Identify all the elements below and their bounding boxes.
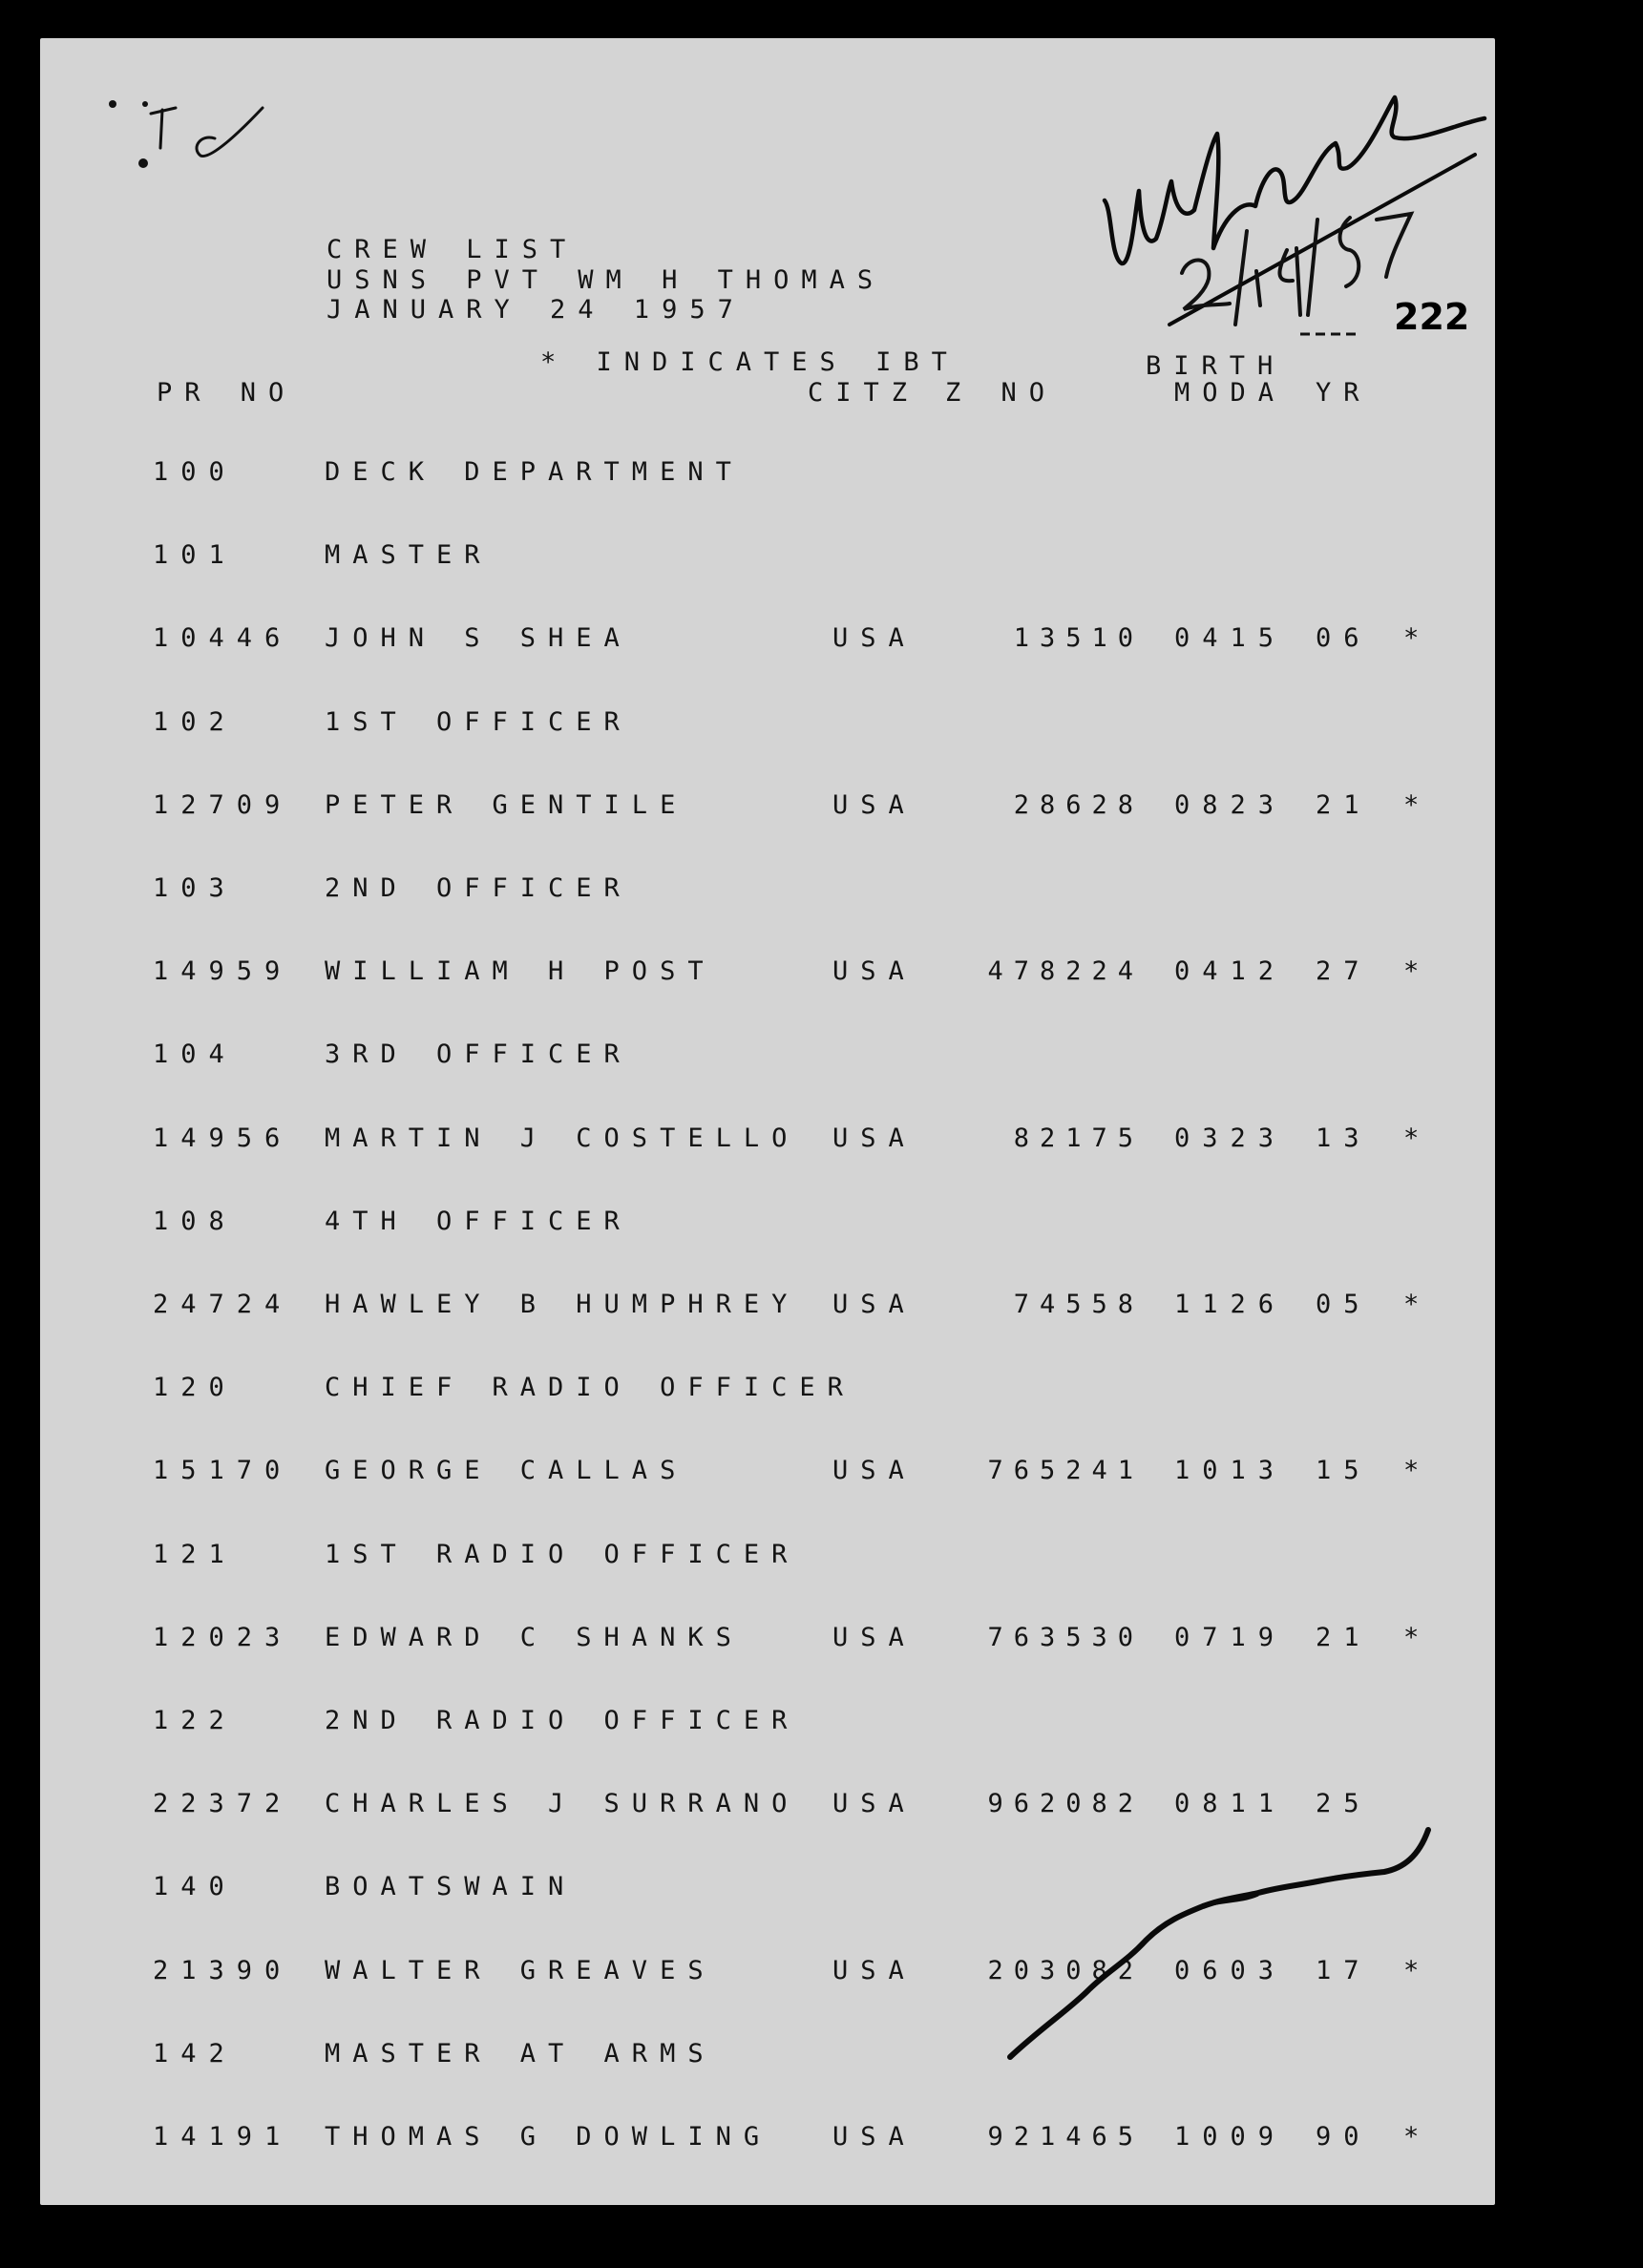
row-name: PETER GENTILE [325, 790, 688, 820]
row-birth-year: 06 [1316, 623, 1372, 653]
row-pr-number: 12709 [153, 790, 293, 820]
row-z-number: 478224 [987, 956, 1144, 986]
row-citizenship: USA [832, 623, 916, 653]
col-citz: CITZ [808, 378, 920, 408]
row-name: HAWLEY B HUMPHREY [325, 1290, 800, 1319]
row-name: CHIEF RADIO OFFICER [325, 1373, 855, 1402]
row-birth-year: 17 [1316, 1956, 1372, 1985]
row-pr-number: 14959 [153, 956, 293, 986]
row-z-number: 765241 [987, 1456, 1144, 1485]
row-birth-moda: 0823 [1174, 790, 1287, 820]
row-name: MASTER AT ARMS [325, 2039, 716, 2068]
row-name: CHARLES J SURRANO [325, 1789, 800, 1818]
row-name: WALTER GREAVES [325, 1956, 716, 1985]
col-z-no: Z NO [945, 378, 1058, 408]
col-yr: YR [1316, 378, 1372, 408]
row-birth-year: 27 [1316, 956, 1372, 986]
ibt-legend: * INDICATES IBT [540, 347, 959, 377]
row-name: WILLIAM H POST [325, 956, 716, 986]
row-name: MARTIN J COSTELLO [325, 1124, 800, 1153]
crew-list-title: CREW LIST [326, 235, 579, 264]
row-citizenship: USA [832, 2122, 916, 2152]
row-ibt-marker: * [1403, 1623, 1432, 1652]
row-name: 4TH OFFICER [325, 1207, 632, 1236]
col-birth: BIRTH [1146, 351, 1286, 381]
row-ibt-marker: * [1403, 1956, 1432, 1985]
row-ibt-marker: * [1403, 956, 1432, 986]
row-name: 1ST OFFICER [325, 707, 632, 737]
row-z-number: 82175 [1013, 1124, 1144, 1153]
row-citizenship: USA [832, 1956, 916, 1985]
row-pr-number: 101 [153, 540, 237, 570]
row-birth-moda: 0415 [1174, 623, 1287, 653]
vessel-name: USNS PVT WM H THOMAS [326, 265, 886, 295]
row-pr-number: 104 [153, 1040, 237, 1069]
row-pr-number: 10446 [153, 623, 293, 653]
row-birth-moda: 1126 [1174, 1290, 1287, 1319]
row-birth-moda: 0323 [1174, 1124, 1287, 1153]
row-birth-year: 90 [1316, 2122, 1372, 2152]
row-ibt-marker: * [1403, 1124, 1432, 1153]
row-name: BOATSWAIN [325, 1872, 577, 1901]
row-birth-year: 13 [1316, 1124, 1372, 1153]
row-name: THOMAS G DOWLING [325, 2122, 772, 2152]
row-birth-moda: 0719 [1174, 1623, 1287, 1652]
row-pr-number: 12023 [153, 1623, 293, 1652]
row-pr-number: 121 [153, 1540, 237, 1569]
row-name: 2ND RADIO OFFICER [325, 1706, 800, 1735]
row-pr-number: 102 [153, 707, 237, 737]
row-name: MASTER [325, 540, 493, 570]
row-z-number: 203082 [987, 1956, 1144, 1985]
row-ibt-marker: * [1403, 623, 1432, 653]
row-citizenship: USA [832, 1124, 916, 1153]
row-pr-number: 14191 [153, 2122, 293, 2152]
row-pr-number: 21390 [153, 1956, 293, 1985]
row-citizenship: USA [832, 956, 916, 986]
row-name: 1ST RADIO OFFICER [325, 1540, 800, 1569]
row-citizenship: USA [832, 1456, 916, 1485]
row-pr-number: 100 [153, 457, 237, 487]
row-z-number: 28628 [1013, 790, 1144, 820]
corner-mark [95, 91, 277, 177]
row-pr-number: 15170 [153, 1456, 293, 1485]
row-z-number: 763530 [987, 1623, 1144, 1652]
row-birth-moda: 0412 [1174, 956, 1287, 986]
col-pr-no: PR NO [157, 378, 297, 408]
row-birth-moda: 0603 [1174, 1956, 1287, 1985]
row-pr-number: 120 [153, 1373, 237, 1402]
row-z-number: 13510 [1013, 623, 1144, 653]
row-pr-number: 22372 [153, 1789, 293, 1818]
row-birth-year: 25 [1316, 1789, 1372, 1818]
col-moda: MODA [1174, 378, 1287, 408]
row-name: 2ND OFFICER [325, 873, 632, 903]
row-z-number: 921465 [987, 2122, 1144, 2152]
row-pr-number: 103 [153, 873, 237, 903]
row-ibt-marker: * [1403, 790, 1432, 820]
row-name: GEORGE CALLAS [325, 1456, 688, 1485]
row-birth-year: 21 [1316, 790, 1372, 820]
row-ibt-marker: * [1403, 2122, 1432, 2152]
row-name: 3RD OFFICER [325, 1040, 632, 1069]
row-pr-number: 122 [153, 1706, 237, 1735]
row-z-number: 74558 [1013, 1290, 1144, 1319]
row-citizenship: USA [832, 1623, 916, 1652]
row-birth-year: 05 [1316, 1290, 1372, 1319]
row-birth-moda: 1013 [1174, 1456, 1287, 1485]
row-pr-number: 14956 [153, 1124, 293, 1153]
row-birth-moda: 0811 [1174, 1789, 1287, 1818]
row-birth-moda: 1009 [1174, 2122, 1287, 2152]
row-ibt-marker: * [1403, 1456, 1432, 1485]
row-ibt-marker: * [1403, 1290, 1432, 1319]
row-name: EDWARD C SHANKS [325, 1623, 744, 1652]
row-pr-number: 142 [153, 2039, 237, 2068]
row-pr-number: 140 [153, 1872, 237, 1901]
row-name: JOHN S SHEA [325, 623, 632, 653]
row-pr-number: 24724 [153, 1290, 293, 1319]
row-name: DECK DEPARTMENT [325, 457, 744, 487]
list-date: JANUARY 24 1957 [326, 295, 746, 325]
row-birth-year: 15 [1316, 1456, 1372, 1485]
tear-mark [1002, 1818, 1442, 2067]
row-citizenship: USA [832, 790, 916, 820]
row-citizenship: USA [832, 1290, 916, 1319]
row-birth-year: 21 [1316, 1623, 1372, 1652]
row-pr-number: 108 [153, 1207, 237, 1236]
page-number: 222 [1394, 296, 1470, 338]
row-citizenship: USA [832, 1789, 916, 1818]
row-z-number: 962082 [987, 1789, 1144, 1818]
